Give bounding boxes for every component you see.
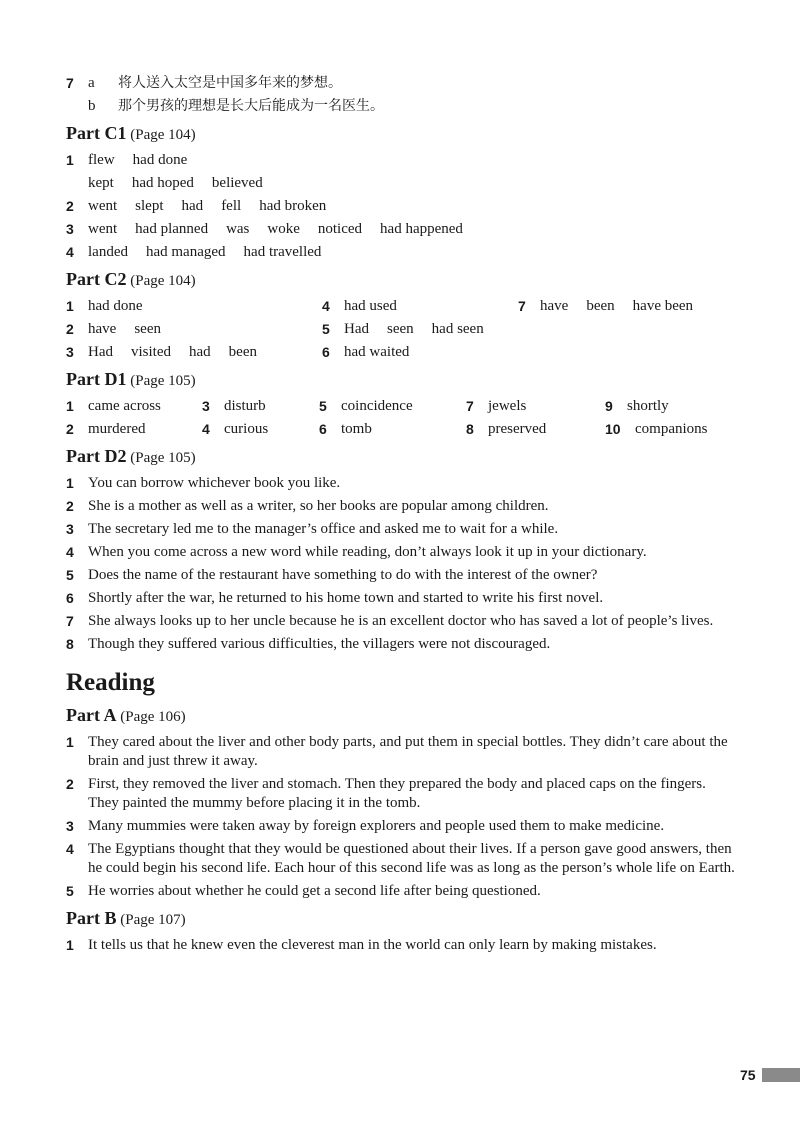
answer-word: kept: [88, 175, 114, 191]
c2-row: [66, 297, 736, 316]
part-title: Part D2: [66, 446, 127, 466]
answer-word: been: [228, 344, 257, 360]
section-title: Reading: [66, 669, 155, 696]
item-number: 8: [66, 636, 74, 652]
c1-row: [66, 243, 736, 262]
part-d1-answers: [66, 397, 736, 439]
item-7a: [66, 74, 736, 93]
answer-text: She is a mother as well as a writer, so her books are popular among children.: [88, 498, 549, 514]
answer-word: Had: [88, 344, 113, 360]
item-number: 6: [66, 590, 74, 606]
answer-text: It tells us that he knew even the cleverest man in the world can only learn by making mistakes.: [88, 937, 657, 953]
item-number: 3: [66, 521, 74, 537]
part-c1-answers: [66, 151, 736, 262]
answer-word: went: [88, 198, 118, 214]
part-d1-heading: [66, 368, 736, 392]
part-title: Part D1: [66, 369, 127, 389]
vocab-word: disturb: [224, 398, 266, 414]
translation-text: 那个男孩的理想是长大后能成为一名医生。: [118, 98, 384, 114]
answer-word: had done: [88, 298, 143, 314]
part-d2-heading: [66, 445, 736, 469]
answer-text: They cared about the liver and other body parts, and put them in special bottles. They didn’t care about the brain and just threw it away.: [88, 734, 728, 769]
answer-item: [66, 543, 736, 562]
item-number: 3: [66, 818, 74, 834]
answer-text: Though they suffered various difficulties, the villagers were not discouraged.: [88, 636, 551, 652]
reading-part-b-answers: [66, 936, 736, 955]
part-title: Part C2: [66, 269, 127, 289]
c1-row: [66, 197, 736, 216]
answer-text: First, they removed the liver and stomach. Then they prepared the body and placed caps on the fingers. They painted the mummy before placing it in the tomb.: [88, 776, 706, 811]
vocab-word: came across: [88, 398, 161, 414]
item-number: 7: [66, 613, 74, 629]
answer-item: [66, 474, 736, 493]
answer-text: The Egyptians thought that they would be questioned about their lives. If a person gave good answers, then he could begin his second life. Each hour of this second life was as long as the person’s whole life on Earth.: [88, 841, 735, 876]
page-number: 75: [740, 1067, 756, 1083]
vocab-word: jewels: [488, 398, 527, 414]
answer-item: [66, 840, 736, 878]
item-number: 2: [66, 198, 74, 214]
answer-word: been: [586, 298, 615, 314]
answer-item: [66, 775, 736, 813]
vocab-word: coincidence: [341, 398, 413, 414]
answer-word: had planned: [135, 221, 209, 237]
vocab-word: companions: [635, 421, 708, 437]
answer-item: [66, 566, 736, 585]
answer-text: When you come across a new word while reading, don’t always look it up in your dictionary.: [88, 544, 647, 560]
answer-word: visited: [131, 344, 171, 360]
d1-row: 2 murdered 4 curious 6 tomb 8 preserved 10 companions: [66, 421, 708, 437]
answer-key-page: [66, 74, 736, 959]
answer-text: Does the name of the restaurant have something to do with the interest of the owner?: [88, 567, 598, 583]
reading-part-a-answers: [66, 733, 736, 901]
vocab-word: preserved: [488, 421, 547, 437]
item-number: 1: [66, 734, 74, 750]
answer-word: had: [189, 344, 211, 360]
page-ref: (Page 105): [130, 373, 196, 389]
page-number-bar: [762, 1068, 800, 1082]
page-ref: (Page 104): [130, 273, 196, 289]
c2-row: [66, 343, 736, 362]
answer-item: [66, 635, 736, 654]
page-ref: (Page 105): [130, 450, 196, 466]
answer-word: have been: [632, 298, 694, 314]
item-number: 1: [66, 937, 74, 953]
part-title: Part A: [66, 705, 117, 725]
page-ref: (Page 104): [130, 127, 196, 143]
answer-word: have: [540, 298, 569, 314]
page-ref: (Page 107): [120, 912, 186, 928]
answer-word: was: [226, 221, 250, 237]
answer-word: had travelled: [243, 244, 322, 260]
vocab-word: curious: [224, 421, 269, 437]
answer-word: noticed: [317, 221, 363, 237]
answer-word: went: [88, 221, 118, 237]
answer-item: [66, 589, 736, 608]
vocab-word: murdered: [88, 421, 146, 437]
answer-word: had seen: [431, 321, 484, 337]
item-number: 5: [66, 567, 74, 583]
part-c2-answers: [66, 297, 736, 362]
part-c2-heading: [66, 268, 736, 292]
c1-row: [66, 174, 736, 193]
answer-word: seen: [387, 321, 414, 337]
item-number: 4: [66, 841, 74, 857]
answer-word: landed: [88, 244, 128, 260]
answer-item: [66, 936, 736, 955]
item-number: 2: [66, 776, 74, 792]
c2-item: 3 Had visited had been: [66, 344, 257, 360]
answer-item: [66, 882, 736, 901]
vocab-word: tomb: [341, 421, 372, 437]
answer-text: He worries about whether he could get a second life after being questioned.: [88, 883, 541, 899]
answer-word: seen: [134, 321, 161, 337]
c2-item: 4 had used: [322, 298, 397, 314]
answer-word: woke: [267, 221, 300, 237]
answer-item: [66, 520, 736, 539]
page-ref: (Page 106): [120, 709, 186, 725]
d1-row: 1 came across 3 disturb 5 coincidence 7 jewels 9 shortly: [66, 398, 669, 414]
answer-text: Shortly after the war, he returned to his home town and started to write his first novel.: [88, 590, 604, 606]
answer-word: slept: [135, 198, 164, 214]
item-number: 3: [66, 221, 74, 237]
c1-row: [66, 151, 736, 170]
item-number: 1: [66, 475, 74, 491]
part-d2-answers: [66, 474, 736, 654]
reading-part-a-heading: [66, 704, 736, 728]
vocab-word: shortly: [627, 398, 669, 414]
answer-word: had managed: [145, 244, 226, 260]
answer-item: [66, 733, 736, 771]
answer-item: [66, 497, 736, 516]
c2-row: [66, 320, 736, 339]
item-number: 1: [66, 152, 74, 168]
item-number: 7: [66, 75, 74, 91]
answer-item: [66, 612, 736, 631]
answer-text: Many mummies were taken away by foreign explorers and people used them to make medicine.: [88, 818, 665, 834]
answer-word: fell: [221, 198, 242, 214]
answer-text: The secretary led me to the manager’s office and asked me to wait for a while.: [88, 521, 559, 537]
c1-row: [66, 220, 736, 239]
answer-word: had used: [344, 298, 397, 314]
translation-text: 将人送入太空是中国多年来的梦想。: [118, 75, 342, 91]
answer-word: had hoped: [131, 175, 194, 191]
answer-word: believed: [211, 175, 263, 191]
c2-item: 6 had waited: [322, 344, 410, 360]
answer-word: had waited: [344, 344, 410, 360]
item-number: 2: [66, 498, 74, 514]
c2-item: 1 had done: [66, 298, 143, 314]
answer-text: She always looks up to her uncle because he is an excellent doctor who has saved a lot of people’s lives.: [88, 613, 714, 629]
part-title: Part C1: [66, 123, 127, 143]
answer-word: Had: [344, 321, 369, 337]
part-title: Part B: [66, 908, 117, 928]
item-number: 5: [66, 883, 74, 899]
answer-word: had done: [132, 152, 188, 168]
reading-part-b-heading: [66, 907, 736, 931]
c2-item: 2 have seen: [66, 321, 161, 337]
answer-word: flew: [88, 152, 115, 168]
item-7b: [66, 97, 736, 116]
item-number: 4: [66, 244, 74, 260]
answer-text: You can borrow whichever book you like.: [88, 475, 341, 491]
item-letter: b: [88, 98, 96, 114]
part-c1-heading: [66, 122, 736, 146]
answer-word: have: [88, 321, 117, 337]
c2-item: 7 have been have been: [518, 298, 694, 314]
answer-word: had happened: [380, 221, 463, 237]
c2-item: 5 Had seen had seen: [322, 321, 484, 337]
answer-item: [66, 817, 736, 836]
answer-word: had: [181, 198, 204, 214]
item-letter: a: [88, 75, 95, 91]
answer-word: had broken: [259, 198, 327, 214]
item-number: 4: [66, 544, 74, 560]
